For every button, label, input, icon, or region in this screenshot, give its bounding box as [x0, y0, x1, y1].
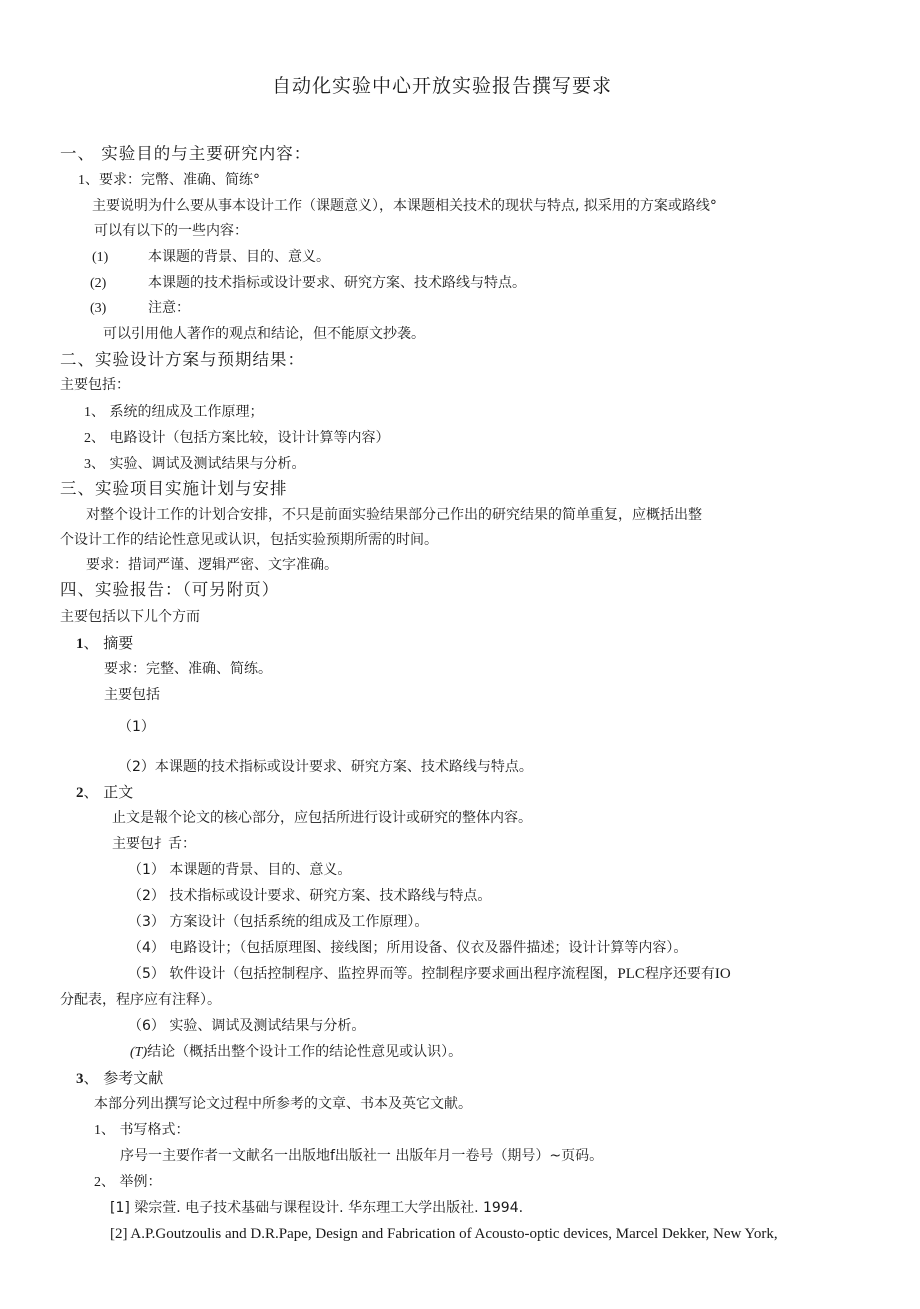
s4-body-item-5-text-b: 程序还要有	[644, 966, 715, 982]
s2-item-2-number: 2	[84, 431, 91, 446]
s4-part-3	[76, 1069, 163, 1088]
s2-item-3	[84, 455, 305, 474]
s4-body-item-7-mark: (T)	[130, 1045, 148, 1060]
s1-req-number: 1	[78, 173, 85, 188]
s4-body-item-7-text: 结论（概括出整个设计工作的结论性意见或认识）。	[147, 1044, 463, 1060]
s1-intro-line2: 可以有以下的一些内容：	[94, 223, 248, 239]
s1-item-1-text: 本课题的背景、目的、意义。	[148, 249, 330, 265]
s1-item-1	[92, 248, 330, 267]
s4-format-number: 1	[94, 1123, 101, 1138]
s4-part-1-number: 1	[76, 636, 84, 652]
s4-body-description: 止文是報个论文的核心部分，应包括所进行设计或研究的整体内容。	[112, 810, 532, 826]
section-1-heading: 一、 实验目的与主要研究内容：	[60, 144, 312, 163]
s3-requirement: 要求：措词严谨、逻辑严密、文字准确。	[86, 557, 338, 573]
s1-note: 可以引用他人著作的观点和结论，但不能原文抄袭。	[103, 326, 425, 342]
s1-item-1-number: (1)	[92, 250, 109, 265]
s1-item-3-number: (3)	[90, 301, 107, 316]
s4-format-line: 序号一主要作者一文献名一出版地f出版社一 出版年月一卷号（期号）~页码。	[120, 1148, 604, 1164]
s4-body-item-5-continued: 分配表，程序应有注释）。	[60, 992, 221, 1008]
s2-item-3-number: 3	[84, 457, 91, 472]
section-4-heading: 四、实验报告：（可另附页）	[60, 580, 280, 599]
s4-body-item-4: （4） 电路设计；（包括原理图、接线图；所用设备、仪衣及器件描述；设计计算等内容）。	[128, 940, 688, 956]
s2-item-2	[84, 429, 389, 448]
s4-body-item-5-plc: PLC	[617, 966, 645, 982]
s2-intro: 主要包括：	[60, 377, 130, 393]
s4-abstract-item-1: （1）	[118, 719, 155, 735]
s1-req-text: 、要求：完幣、准确、简练°	[85, 172, 260, 188]
s4-abstract-requirement: 要求：完整、准确、简练。	[104, 661, 272, 677]
s4-body-item-5-io: IO	[714, 966, 731, 982]
s4-part-2	[76, 783, 133, 802]
s4-part-1	[76, 634, 133, 653]
s4-intro: 主要包括以下儿个方而	[60, 609, 200, 625]
s4-abstract-includes: 主要包括	[104, 687, 160, 703]
s4-references-description: 本部分列出撰写论文过程中所参考的文章、书本及英它文献。	[94, 1096, 472, 1112]
s3-para-line1: 对整个设计工作的计划合安排，不只是前面实验结果部分己作出的研究结果的简单重复，应概括出整	[86, 507, 702, 523]
s4-example-title: 、 举例：	[101, 1174, 162, 1190]
s3-para-line2: 个设计工作的结论性意见或认识，包括实验预期所需的时间。	[60, 532, 438, 548]
s4-part-3-title: 、 参考文献	[83, 1069, 164, 1087]
page-title: 自动化实验中心开放实验报告撰写要求	[272, 75, 613, 97]
s4-part-2-title: 、 正文	[83, 783, 134, 801]
s4-reference-1: [1] 梁宗萱. 电子技术基础与课程设计. 华东理工大学出版社. 1994.	[110, 1200, 524, 1216]
s2-item-2-text: 、 电路设计（包括方案比较，设计计算等内容）	[91, 430, 390, 446]
s2-item-1	[84, 403, 263, 422]
s4-body-item-2: （2） 技术指标或设计要求、研究方案、技术路线与特点。	[128, 888, 492, 904]
s4-reference-2: [2] A.P.Goutzoulis and D.R.Pape, Design and Fabrication of Acousto-optic devices, Marcel Dekker, New York,	[110, 1226, 778, 1242]
s4-body-item-5-text-a: （5） 软件设计（包括控制程序、监控界而等。控制程序要求画出程序流程图，	[128, 966, 618, 982]
s4-body-item-5	[128, 965, 731, 983]
s1-item-2-number: (2)	[90, 276, 107, 291]
s1-item-2	[90, 274, 526, 293]
s4-part-3-number: 3	[76, 1071, 84, 1087]
section-3-heading: 三、实验项目实施计划与安排	[60, 479, 288, 498]
s4-example-heading	[94, 1173, 161, 1192]
s1-item-3	[90, 299, 190, 318]
s1-item-3-text: 注意：	[148, 300, 190, 316]
s2-item-1-number: 1	[84, 405, 91, 420]
s4-body-item-1: （1） 本课题的背景、目的、意义。	[128, 862, 352, 878]
s4-body-includes: 主要包扌舌：	[112, 836, 196, 852]
section-2-heading: 二、实验设计方案与预期结果：	[60, 350, 305, 369]
s1-intro-line1: 主要说明为什么要从事本设计工作（课题意义），本课题相关技术的现状与特点, 拟采用的方案或路线°	[92, 198, 717, 214]
s2-item-1-text: 、 系统的纽成及工作原理；	[91, 404, 264, 420]
s4-body-item-7	[130, 1043, 462, 1062]
s2-item-3-text: 、 实验、调试及测试结果与分析。	[91, 456, 306, 472]
s4-example-number: 2	[94, 1175, 101, 1190]
s1-item-2-text: 本课题的技术指标或设计要求、研究方案、技术路线与特点。	[148, 275, 526, 291]
s4-body-item-3: （3） 方案设计（包括系统的组成及工作原理）。	[128, 914, 429, 930]
s4-format-title: 、 书写格式：	[101, 1122, 190, 1138]
s4-abstract-item-2: （2）本课题的技术指标或设计要求、研究方案、技术路线与特点。	[118, 759, 533, 775]
s4-body-item-6: （6） 实验、调试及测试结果与分析。	[128, 1018, 366, 1034]
s4-part-1-title: 、 摘要	[83, 634, 134, 652]
s4-part-2-number: 2	[76, 785, 84, 801]
s4-format-heading	[94, 1121, 189, 1140]
s1-requirement	[78, 171, 260, 190]
